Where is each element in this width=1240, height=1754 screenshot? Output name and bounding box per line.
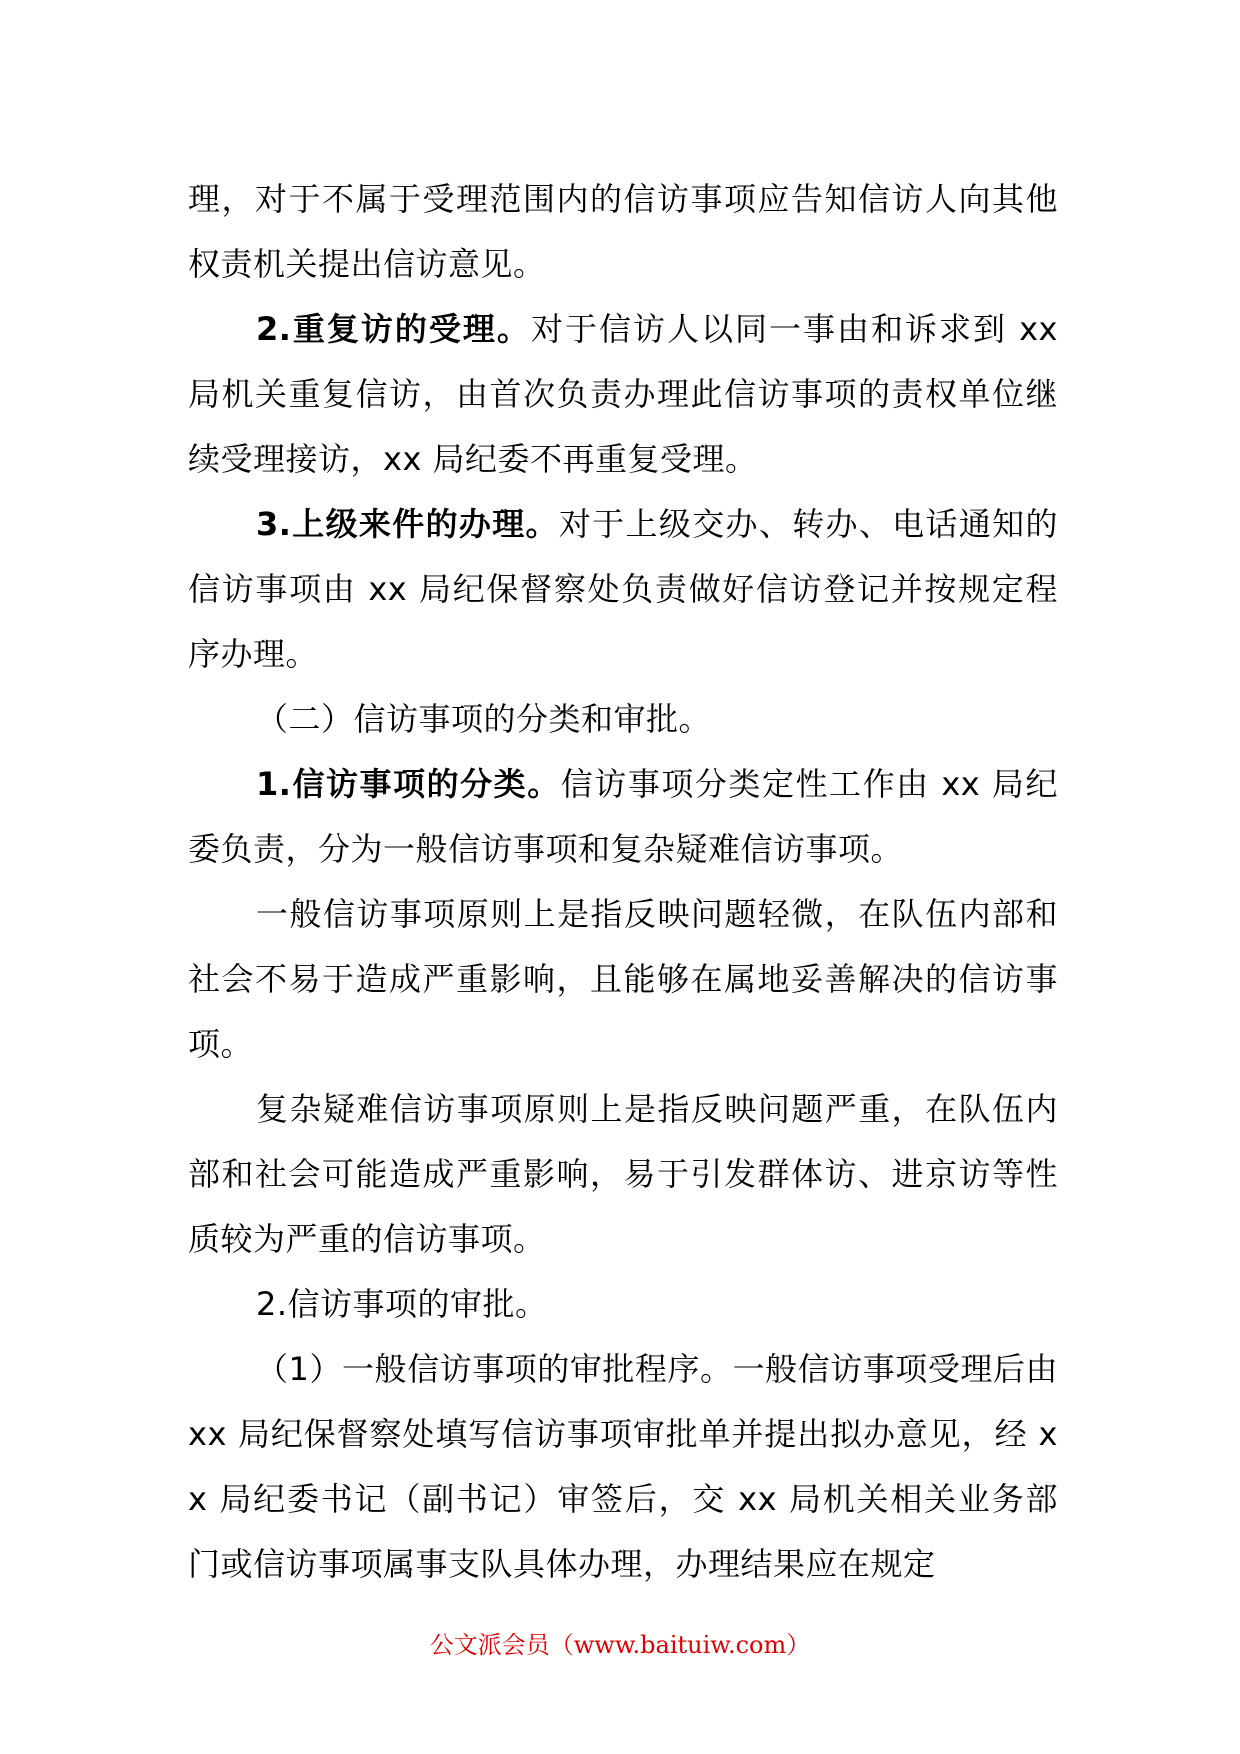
- paragraph-5-lead: 1.信访事项的分类。: [256, 765, 561, 803]
- paragraph-3: [188, 492, 1058, 687]
- paragraph-6: [188, 882, 1058, 1077]
- document-body: [188, 167, 1058, 1597]
- paragraph-5: [188, 752, 1058, 882]
- paragraph-9-text: （1）一般信访事项的审批程序。一般信访事项受理后由 xx 局纪保督察处填写信访事项审批单并提出拟办意见，经 xx 局纪委书记（副书记）审签后，交 xx 局机关相关业务部门或信访事项属事支队具体办理，办理结果应在规定: [188, 1350, 1058, 1583]
- paragraph-7: [188, 1077, 1058, 1272]
- paragraph-2: [188, 297, 1058, 492]
- paragraph-2-lead: 2.重复访的受理。: [256, 310, 531, 348]
- paragraph-9: [188, 1337, 1058, 1597]
- paragraph-6-text: 一般信访事项原则上是指反映问题轻微，在队伍内部和社会不易于造成严重影响，且能够在属地妥善解决的信访事项。: [188, 895, 1058, 1063]
- paragraph-8: [188, 1272, 1058, 1337]
- paragraph-2-text: 对于信访人以同一事由和诉求到 xx 局机关重复信访，由首次负责办理此信访事项的责权单位继续受理接访，xx 局纪委不再重复受理。: [188, 310, 1058, 478]
- paragraph-4-text: （二）信访事项的分类和审批。: [256, 700, 712, 738]
- paragraph-7-text: 复杂疑难信访事项原则上是指反映问题严重，在队伍内部和社会可能造成严重影响，易于引发群体访、进京访等性质较为严重的信访事项。: [188, 1090, 1058, 1258]
- paragraph-1-text: 理，对于不属于受理范围内的信访事项应告知信访人向其他权责机关提出信访意见。: [188, 180, 1058, 283]
- paragraph-4: [188, 687, 1058, 752]
- paragraph-5-text: 信访事项分类定性工作由 xx 局纪委负责，分为一般信访事项和复杂疑难信访事项。: [188, 765, 1058, 868]
- paragraph-1: [188, 167, 1058, 297]
- paragraph-3-text: 对于上级交办、转办、电话通知的信访事项由 xx 局纪保督察处负责做好信访登记并按规定程序办理。: [188, 505, 1058, 673]
- paragraph-8-text: 2.信访事项的审批。: [256, 1285, 548, 1323]
- paragraph-3-lead: 3.上级来件的办理。: [256, 505, 559, 543]
- footer-watermark: 公文派会员（www.baituiw.com）: [429, 1631, 811, 1659]
